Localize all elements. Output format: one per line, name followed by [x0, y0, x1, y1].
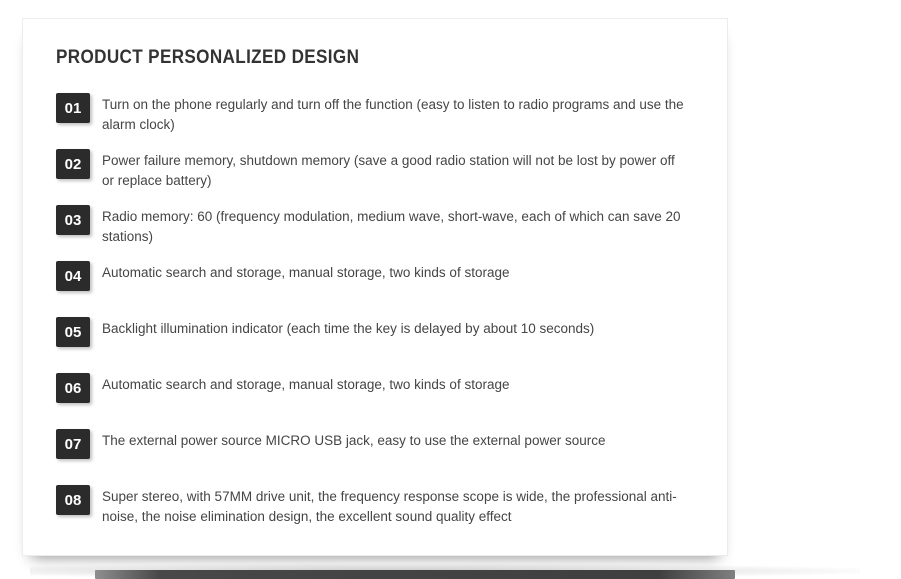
feature-text: Radio memory: 60 (frequency modulation, medium wave, short-wave, each of which can save 20 stations)	[102, 209, 681, 244]
feature-text: Turn on the phone regularly and turn off the function (easy to listen to radio programs and use the alarm clock)	[102, 97, 684, 132]
feature-number-badge: 08	[56, 485, 90, 515]
list-item	[56, 317, 687, 373]
list-item	[56, 149, 687, 205]
list-item	[56, 373, 687, 429]
page-title: PRODUCT PERSONALIZED DESIGN	[56, 47, 360, 68]
feature-number-badge: 07	[56, 429, 90, 459]
product-description-card	[22, 18, 728, 556]
feature-number-badge: 03	[56, 205, 90, 235]
next-section-edge	[95, 570, 735, 579]
list-item	[56, 205, 687, 261]
feature-text: Automatic search and storage, manual storage, two kinds of storage	[102, 377, 510, 392]
feature-text: Super stereo, with 57MM drive unit, the frequency response scope is wide, the professional anti-noise, the noise elimination design, the excellent sound quality effect	[102, 489, 677, 524]
feature-text: The external power source MICRO USB jack, easy to use the external power source	[102, 433, 606, 448]
list-item	[56, 485, 687, 541]
feature-list	[56, 93, 687, 541]
feature-number-badge: 01	[56, 93, 90, 123]
feature-number-badge: 02	[56, 149, 90, 179]
feature-number-badge: 04	[56, 261, 90, 291]
list-item	[56, 261, 687, 317]
feature-number-badge: 06	[56, 373, 90, 403]
list-item	[56, 93, 687, 149]
feature-text: Backlight illumination indicator (each time the key is delayed by about 10 seconds)	[102, 321, 595, 336]
feature-text: Power failure memory, shutdown memory (save a good radio station will not be lost by power off or replace battery)	[102, 153, 675, 188]
list-item	[56, 429, 687, 485]
card-content	[23, 19, 727, 541]
feature-text: Automatic search and storage, manual storage, two kinds of storage	[102, 265, 510, 280]
feature-number-badge: 05	[56, 317, 90, 347]
